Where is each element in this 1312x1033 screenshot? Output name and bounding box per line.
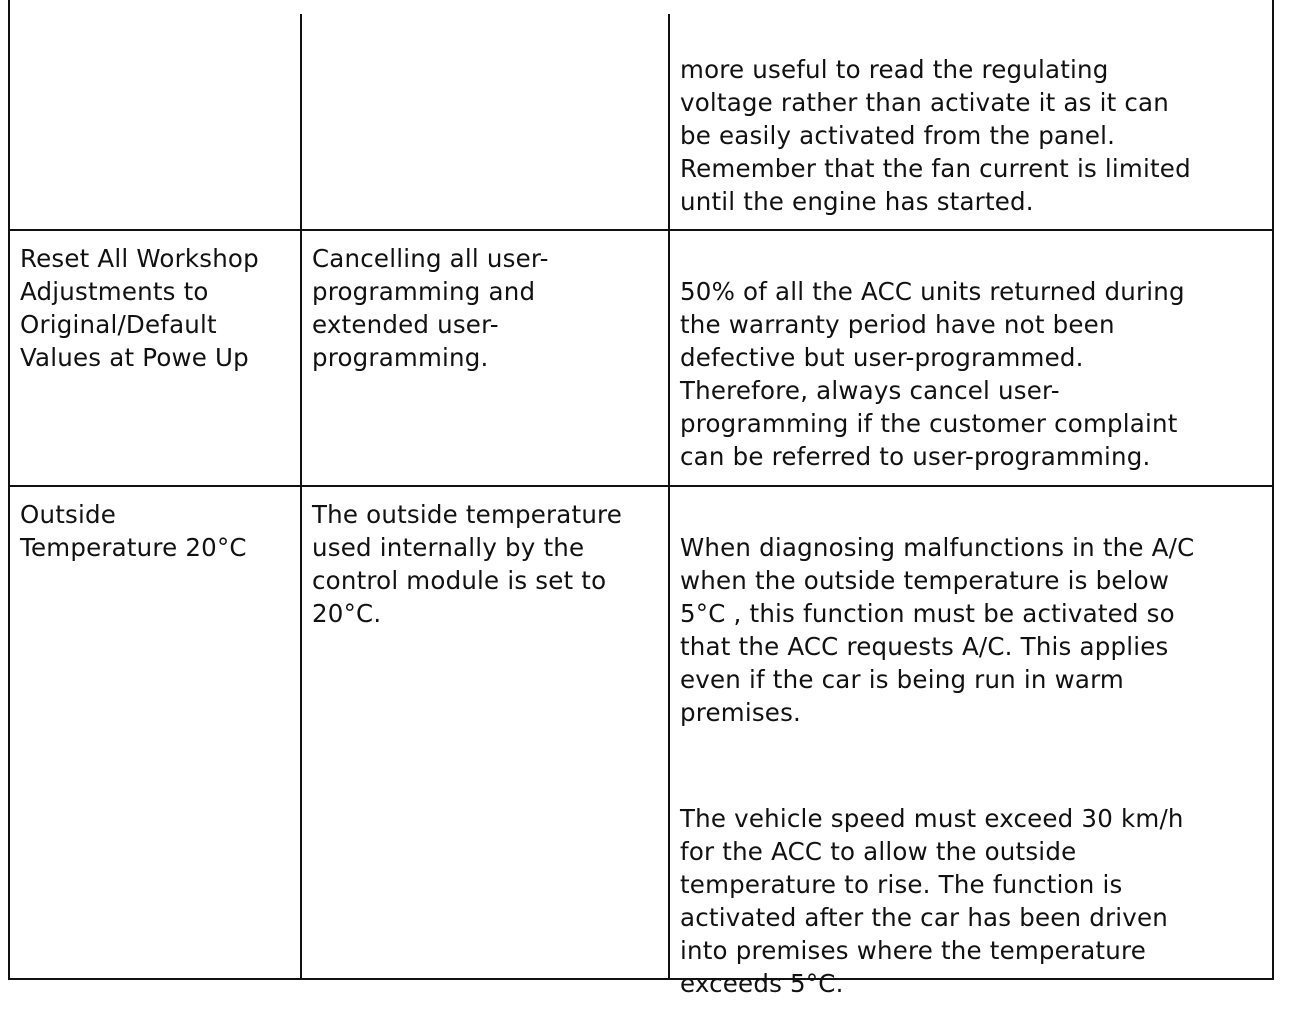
- notes-paragraph: more useful to read the regulating voltage rather than activate it as it can be easily activated from the panel. Remember that the fan current is limited until the engine has started.: [680, 55, 1191, 216]
- notes-cell: [680, 20, 1272, 251]
- notes-paragraph: 50% of all the ACC units returned during the warranty period have not been defective but user-programmed. Therefore, always cancel user- programming if the customer complaint can be referred to user-programming.: [680, 277, 1185, 471]
- description-cell: Cancelling all user- programming and extended user- programming.: [312, 244, 549, 372]
- notes-paragraph: When diagnosing malfunctions in the A/C when the outside temperature is below 5°C , this function must be activated so that the ACC requests A/C. This applies even if the car is being run in warm premises.: [680, 533, 1195, 727]
- notes-cell: [680, 498, 1272, 1033]
- notes-paragraph: The vehicle speed must exceed 30 km/h for the ACC to allow the outside temperature to rise. The function is activated after the car has been driven into premises where the temperature exceeds 5°C.: [680, 804, 1184, 998]
- function-cell: Reset All Workshop Adjustments to Original/Default Values at Powe Up: [20, 244, 259, 372]
- function-table: [8, 0, 1274, 998]
- function-cell: Outside Temperature 20°C: [20, 500, 247, 562]
- notes-cell: [680, 242, 1272, 506]
- description-cell: The outside temperature used internally by the control module is set to 20°C.: [312, 500, 623, 628]
